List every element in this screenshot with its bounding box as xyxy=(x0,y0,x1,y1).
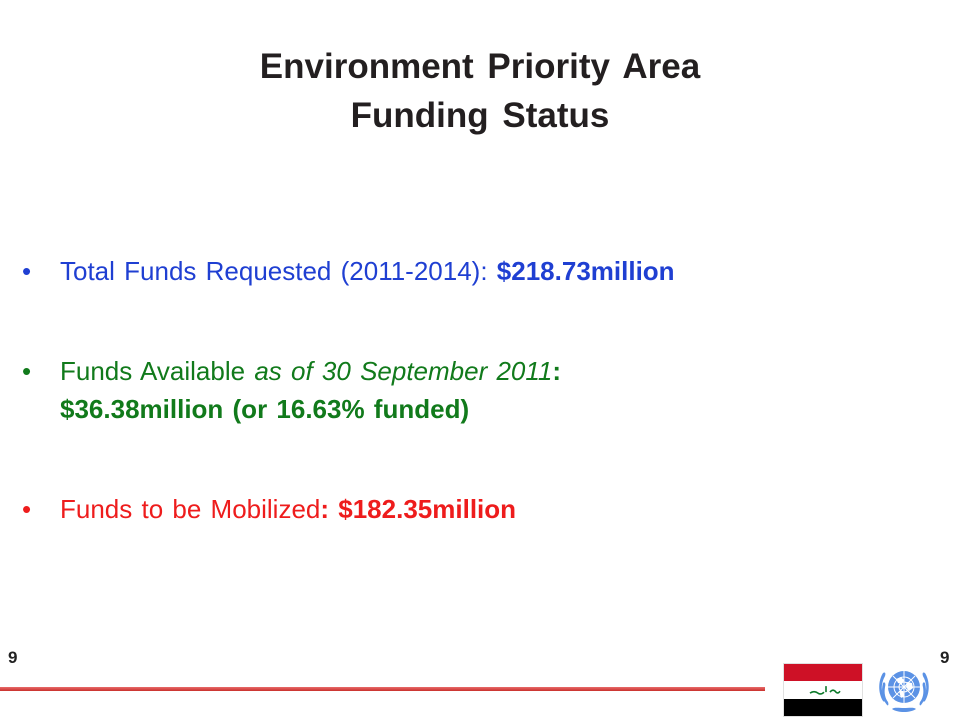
bullet-label: Funds Available xyxy=(60,356,255,386)
un-emblem-icon xyxy=(874,657,934,717)
bullet-label: Funds to be Mobilized xyxy=(60,494,321,524)
page-number-right: 9 xyxy=(940,648,950,667)
bullet-text xyxy=(60,352,561,428)
bullet-marker: • xyxy=(22,356,32,386)
flag-script-icon xyxy=(784,681,862,698)
title-line-1: Environment Priority Area xyxy=(259,47,701,86)
iraq-flag-icon xyxy=(783,663,863,717)
bullet-marker: • xyxy=(22,494,32,524)
bullet-marker: • xyxy=(22,256,32,286)
bullet-text xyxy=(60,252,675,290)
flag-red-band xyxy=(784,664,862,681)
bullet-text xyxy=(60,490,516,528)
page-number-left: 9 xyxy=(8,648,18,667)
slide-title xyxy=(0,42,960,140)
footer-divider xyxy=(0,687,765,691)
bullet-value: $36.38million (or 16.63% funded) xyxy=(60,394,470,424)
bullet-colon: : xyxy=(552,356,562,386)
bullet-label: Total Funds Requested (2011-2014): xyxy=(60,256,497,286)
bullet-colon: : xyxy=(320,494,339,524)
title-line-2: Funding Status xyxy=(350,96,610,135)
flag-white-band xyxy=(784,681,862,698)
flag-black-band xyxy=(784,699,862,716)
bullet-value: $182.35million xyxy=(338,494,517,524)
bullet-date: as of 30 September 2011 xyxy=(254,356,553,386)
bullet-value: $218.73million xyxy=(496,256,675,286)
